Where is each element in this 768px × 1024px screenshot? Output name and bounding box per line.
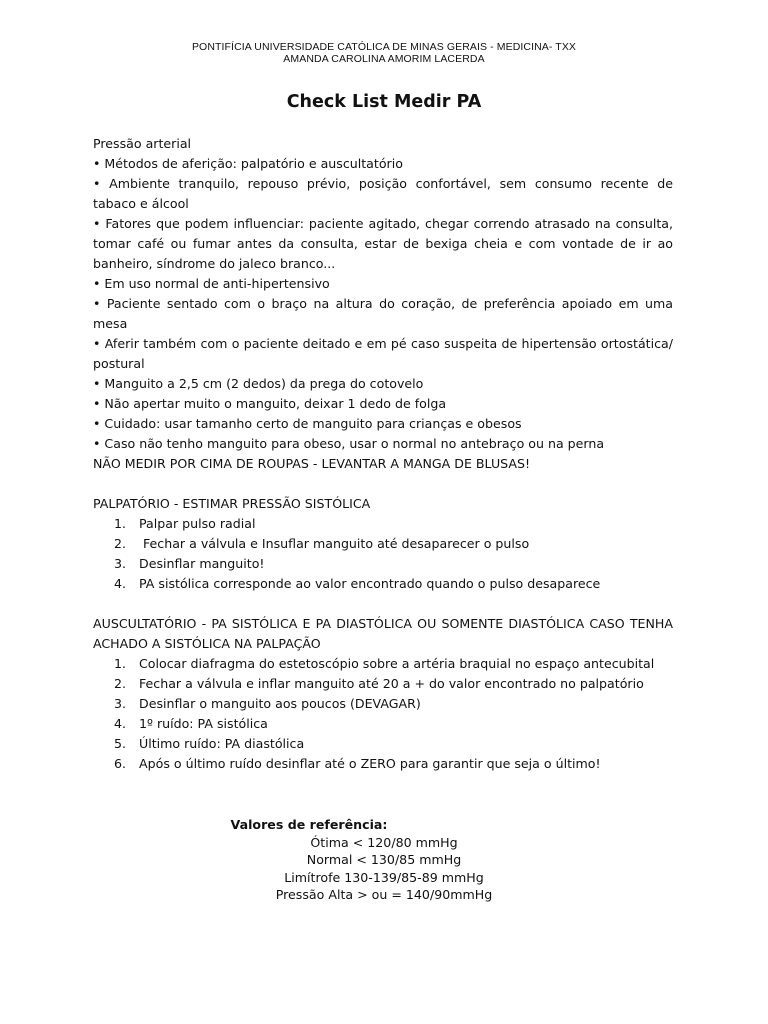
reference-value: Ótima < 120/80 mmHg bbox=[310, 834, 458, 850]
palpatorio-heading: PALPATÓRIO - ESTIMAR PRESSÃO SISTÓLICA bbox=[93, 496, 371, 511]
list-item bbox=[93, 554, 673, 574]
list-text: Fechar a válvula e inflar manguito até 20 a + do valor encontrado no palpatório bbox=[139, 676, 644, 691]
list-number: 5. bbox=[114, 736, 127, 751]
list-item bbox=[93, 674, 673, 694]
list-item bbox=[93, 714, 673, 734]
list-text: Último ruído: PA diastólica bbox=[139, 736, 305, 751]
document-body bbox=[93, 134, 673, 774]
bullet-item: • Aferir também com o paciente deitado e em pé caso suspeita de hipertensão ortostática/ postural bbox=[93, 336, 673, 371]
list-text: Palpar pulso radial bbox=[139, 516, 256, 531]
list-item bbox=[93, 574, 673, 594]
bullet-item: • Ambiente tranquilo, repouso prévio, posição confortável, sem consumo recente de tabaco e álcool bbox=[93, 176, 673, 211]
list-text: Colocar diafragma do estetoscópio sobre a artéria braquial no espaço antecubital bbox=[139, 656, 655, 671]
bullet-item: • Manguito a 2,5 cm (2 dedos) da prega do cotovelo bbox=[93, 376, 424, 391]
list-item bbox=[93, 654, 673, 674]
header-institution: PONTIFÍCIA UNIVERSIDADE CATÓLICA DE MINAS GERAIS - MEDICINA- TXX bbox=[191, 41, 577, 53]
list-number: 4. bbox=[114, 716, 127, 731]
list-number: 6. bbox=[114, 756, 127, 771]
list-number: 1. bbox=[114, 516, 127, 531]
warning-note: NÃO MEDIR POR CIMA DE ROUPAS - LEVANTAR A MANGA DE BLUSAS! bbox=[93, 456, 531, 471]
list-number: 3. bbox=[114, 556, 127, 571]
list-item bbox=[93, 694, 673, 714]
reference-values bbox=[0, 816, 768, 904]
list-number: 2. bbox=[114, 536, 127, 551]
bullet-item: • Não apertar muito o manguito, deixar 1 dedo de folga bbox=[93, 396, 447, 411]
section-spacer bbox=[93, 474, 673, 494]
reference-title: Valores de referência: bbox=[230, 817, 388, 832]
reference-value: Limítrofe 130-139/85-89 mmHg bbox=[284, 869, 484, 885]
list-number: 4. bbox=[114, 576, 127, 591]
bullet-item: • Paciente sentado com o braço na altura do coração, de preferência apoiado em uma mesa bbox=[93, 296, 673, 331]
auscultatorio-heading: AUSCULTATÓRIO - PA SISTÓLICA E PA DIASTÓLICA OU SOMENTE DIASTÓLICA CASO TENHA ACHADO A SISTÓLICA NA PALPAÇÃO bbox=[93, 616, 673, 651]
bullet-item: • Cuidado: usar tamanho certo de manguito para crianças e obesos bbox=[93, 416, 522, 431]
list-number: 2. bbox=[114, 676, 127, 691]
header-author: AMANDA CAROLINA AMORIM LACERDA bbox=[283, 53, 485, 65]
reference-value: Normal < 130/85 mmHg bbox=[306, 852, 462, 867]
list-text: Desinflar o manguito aos poucos (DEVAGAR) bbox=[139, 696, 421, 711]
page-title: Check List Medir PA bbox=[286, 92, 482, 112]
list-item bbox=[93, 734, 673, 754]
bullet-item: • Caso não tenho manguito para obeso, usar o normal no antebraço ou na perna bbox=[93, 436, 605, 451]
list-item bbox=[93, 754, 673, 774]
list-text: 1º ruído: PA sistólica bbox=[139, 716, 268, 731]
list-number: 1. bbox=[114, 656, 127, 671]
list-item bbox=[93, 534, 673, 554]
intro-heading: Pressão arterial bbox=[93, 136, 192, 151]
bullet-item: • Em uso normal de anti-hipertensivo bbox=[93, 276, 330, 291]
list-text: PA sistólica corresponde ao valor encontrado quando o pulso desaparece bbox=[139, 576, 601, 591]
list-text: Desinflar manguito! bbox=[139, 556, 265, 571]
list-text: Após o último ruído desinflar até o ZERO para garantir que seja o último! bbox=[139, 756, 601, 771]
bullet-item: • Fatores que podem influenciar: paciente agitado, chegar correndo atrasado na consulta, tomar café ou fumar antes da consulta, estar de bexiga cheia e com vontade de ir ao banheiro, síndrome do jaleco branco... bbox=[93, 216, 673, 271]
list-number: 3. bbox=[114, 696, 127, 711]
section-spacer bbox=[93, 594, 673, 614]
reference-value: Pressão Alta > ou = 140/90mmHg bbox=[275, 887, 493, 902]
list-text: Fechar a válvula e Insuflar manguito até desaparecer o pulso bbox=[139, 536, 530, 551]
bullet-item: • Métodos de aferição: palpatório e auscultatório bbox=[93, 156, 403, 171]
list-item bbox=[93, 514, 673, 534]
